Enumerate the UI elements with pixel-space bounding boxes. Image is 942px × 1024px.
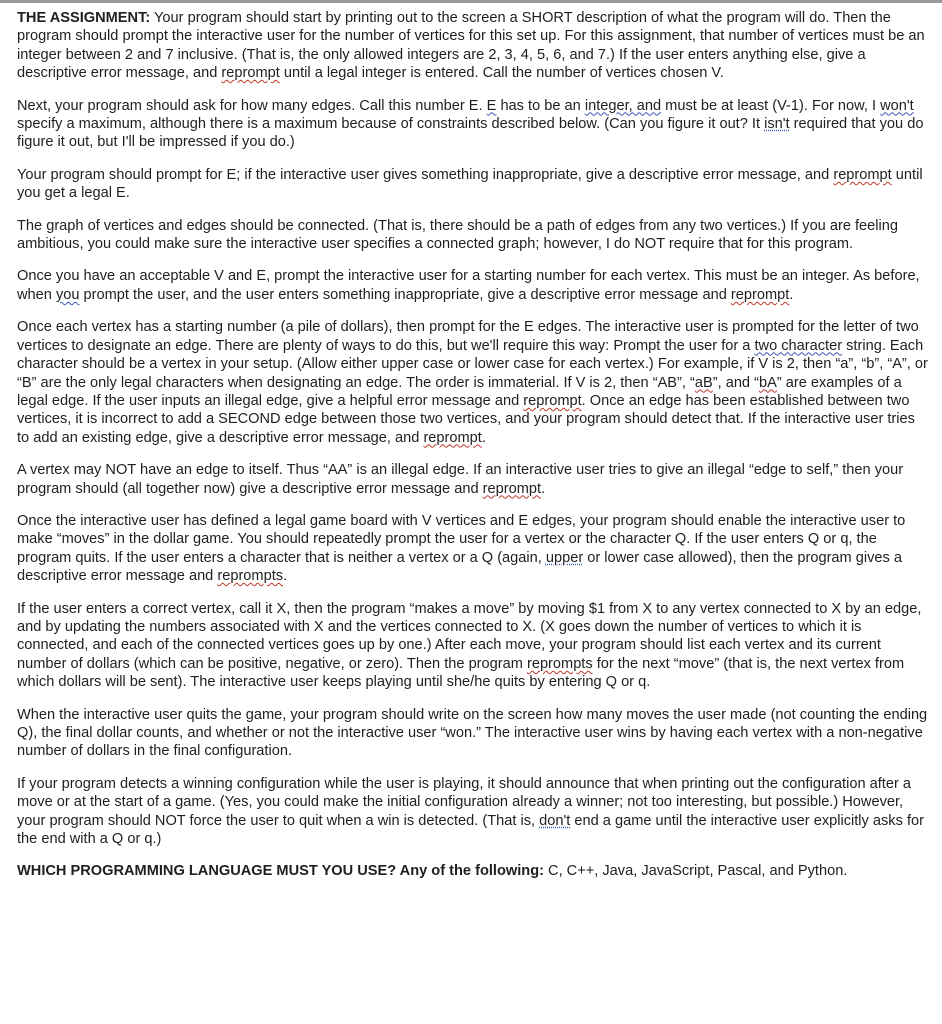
text-run: specify a maximum, although there is a maximum because of constraints described below. (Can you figure it out? It [17, 116, 765, 133]
spellcheck-word: reprompt [730, 286, 790, 303]
paragraph-self-edge [17, 461, 929, 498]
text-run: When the interactive user quits the game, your program should write on the screen how many moves the user made (not counting the ending Q), the final dollar counts, and whether or not the interactive user “won.” The interactive user wins by having each vertex with a non-negative number of dollars in the final configuration. [17, 706, 928, 760]
spellcheck-word: reprompt [221, 65, 280, 82]
text-run: If the user enters a correct vertex, call it X, then the program “makes a move” by moving $1 from X to any vertex connected to X by an edge, and by updating the numbers associated with X and the vertices connected to X. (X goes down the number of vertices to which it is connected, and each of the connected vertices goes up by one.) After each move, your program should list each vertex and its current number of dollars (which can be positive, negative, or zero). Then the program [17, 600, 922, 672]
paragraph-edges-prompt [17, 318, 929, 447]
spellcheck-word: bA [758, 374, 777, 391]
grammar-word: E [486, 97, 497, 114]
text-run: . [541, 480, 546, 497]
text-run: string. Each character should be a vertex in your setup. (Allow either upper case or lower case for each vertex.) For example, if V is 2, then “a”, “b”, “A”, or “B” are the only legal characters when designating an edge. The order is immaterial. If V is 2, then “AB”, “ [17, 337, 928, 391]
spellcheck-word: reprompt [523, 392, 582, 409]
text-run: end a game until the interactive user explicitly asks for the end with a Q or q.) [17, 812, 924, 848]
text-run: Once the interactive user has defined a legal game board with V vertices and E edges, your program should enable the interactive user to make “moves” in the dollar game. You should repeatedly prompt the user for a vertex or the character Q. If the user enters Q or q, the program quits. If the user enters a character that is neither a vertex or a Q (again, [17, 512, 906, 566]
text-run: Once you have an acceptable V and E, prompt the interactive user for a starting number for each vertex. This must be an integer. As before, when [17, 268, 920, 303]
paragraph-quit [17, 706, 929, 761]
grammar-word: won't [880, 97, 914, 114]
text-run: . [283, 568, 288, 585]
grammar-word: integer, and [584, 97, 662, 114]
text-run: . [481, 429, 486, 446]
assignment-document [17, 9, 929, 895]
spellcheck-word: reprompt [423, 429, 482, 446]
paragraph-make-move [17, 600, 929, 692]
spellcheck-word: reprompts [217, 568, 284, 585]
spellcheck-word: reprompts [526, 655, 593, 672]
paragraph-prompt-e [17, 166, 929, 203]
spellcheck-word: reprompt [833, 166, 892, 183]
text-run: If your program detects a winning configuration while the user is playing, it should announce that when printing out the configuration after a move or at the start of a game. (Yes, you could make the initial configuration already a winner; not too interesting, but possible.) However, your program should NOT force the user to quit when a win is detected. (That is, [17, 775, 912, 829]
grammar-word: don't [539, 812, 571, 829]
paragraph-winning [17, 775, 929, 849]
grammar-word: upper [545, 549, 584, 566]
text-run: ” are examples of a legal edge. If the user inputs an illegal edge, give a helpful error message and [17, 374, 902, 409]
text-run: Your program should prompt for E; if the interactive user gives something inappropriate, give a descriptive error message, and [17, 166, 834, 183]
paragraph-edges [17, 97, 929, 152]
text-run: Once each vertex has a starting number (a pile of dollars), then prompt for the E edges. The interactive user is prompted for the letter of two vertices to designate an edge. There are plenty of ways to do this, but we'll require this way: Prompt the user for a [17, 319, 919, 354]
paragraph-assignment [17, 9, 929, 83]
text-run: prompt the user, and the user enters something inappropriate, give a descriptive error message and [79, 286, 731, 303]
paragraph-starting-number [17, 267, 929, 304]
paragraph-connected [17, 217, 929, 254]
text-run: or lower case allowed), then the program gives a descriptive error message and [17, 549, 902, 585]
paragraph-language [17, 862, 929, 880]
text-run: until you get a legal E. [17, 166, 923, 202]
text-run: Next, your program should ask for how many edges. Call this number E. [17, 97, 487, 114]
grammar-word: two character [754, 337, 843, 354]
text-run: The graph of vertices and edges should be connected. (That is, there should be a path of edges from any two vertices.) If you are feeling ambitious, you could make sure the interactive user specifies a connected graph; however, I do NOT require that for this program. [17, 217, 899, 253]
assignment-heading: THE ASSIGNMENT: [17, 10, 151, 26]
language-heading: WHICH PROGRAMMING LANGUAGE MUST YOU USE? Any of the following: [17, 863, 544, 880]
paragraph-moves [17, 512, 929, 586]
text-run: A vertex may NOT have an edge to itself. Thus “AA” is an illegal edge. If an interactive user tries to give an illegal “edge to self,” then your program should (all together now) give a descriptive error message and [17, 462, 904, 497]
text-run: has to be an [496, 97, 585, 114]
top-border [0, 0, 942, 3]
spellcheck-word: reprompt [482, 480, 542, 497]
text-run: . Once an edge has been established between two vertices, it is incorrect to add a SECOND edge between those two vertices, and your program should detect that. If the interactive user tries to add an existing edge, give a descriptive error message, and [17, 392, 915, 446]
text-run: required that you do figure it out, but I'll be impressed if you do.) [17, 116, 924, 151]
text-run: C, C++, Java, JavaScript, Pascal, and Python. [543, 863, 848, 880]
grammar-word: isn't [764, 116, 790, 133]
text-run: must be at least (V-1). For now, I [661, 97, 881, 114]
text-run: . [789, 286, 794, 303]
text-run: Your program should start by printing out to the screen a SHORT description of what the program will do. Then the program should prompt the interactive user for the number of vertices for this set up. For this assignment, that number of vertices must be an integer between 2 and 7 inclusive. (That is, the only allowed integers are 2, 3, 4, 5, 6, and 7.) If the user enters anything else, give a descriptive error message, and [17, 10, 925, 82]
grammar-word: you [55, 286, 80, 303]
spellcheck-word: aB [694, 374, 713, 391]
text-run: until a legal integer is entered. Call the number of vertices chosen V. [279, 65, 724, 82]
text-run: ”, and “ [712, 374, 759, 391]
text-run: for the next “move” (that is, the next vertex from which dollars will be sent). The interactive user keeps playing until she/he quits by entering Q or q. [17, 655, 905, 691]
